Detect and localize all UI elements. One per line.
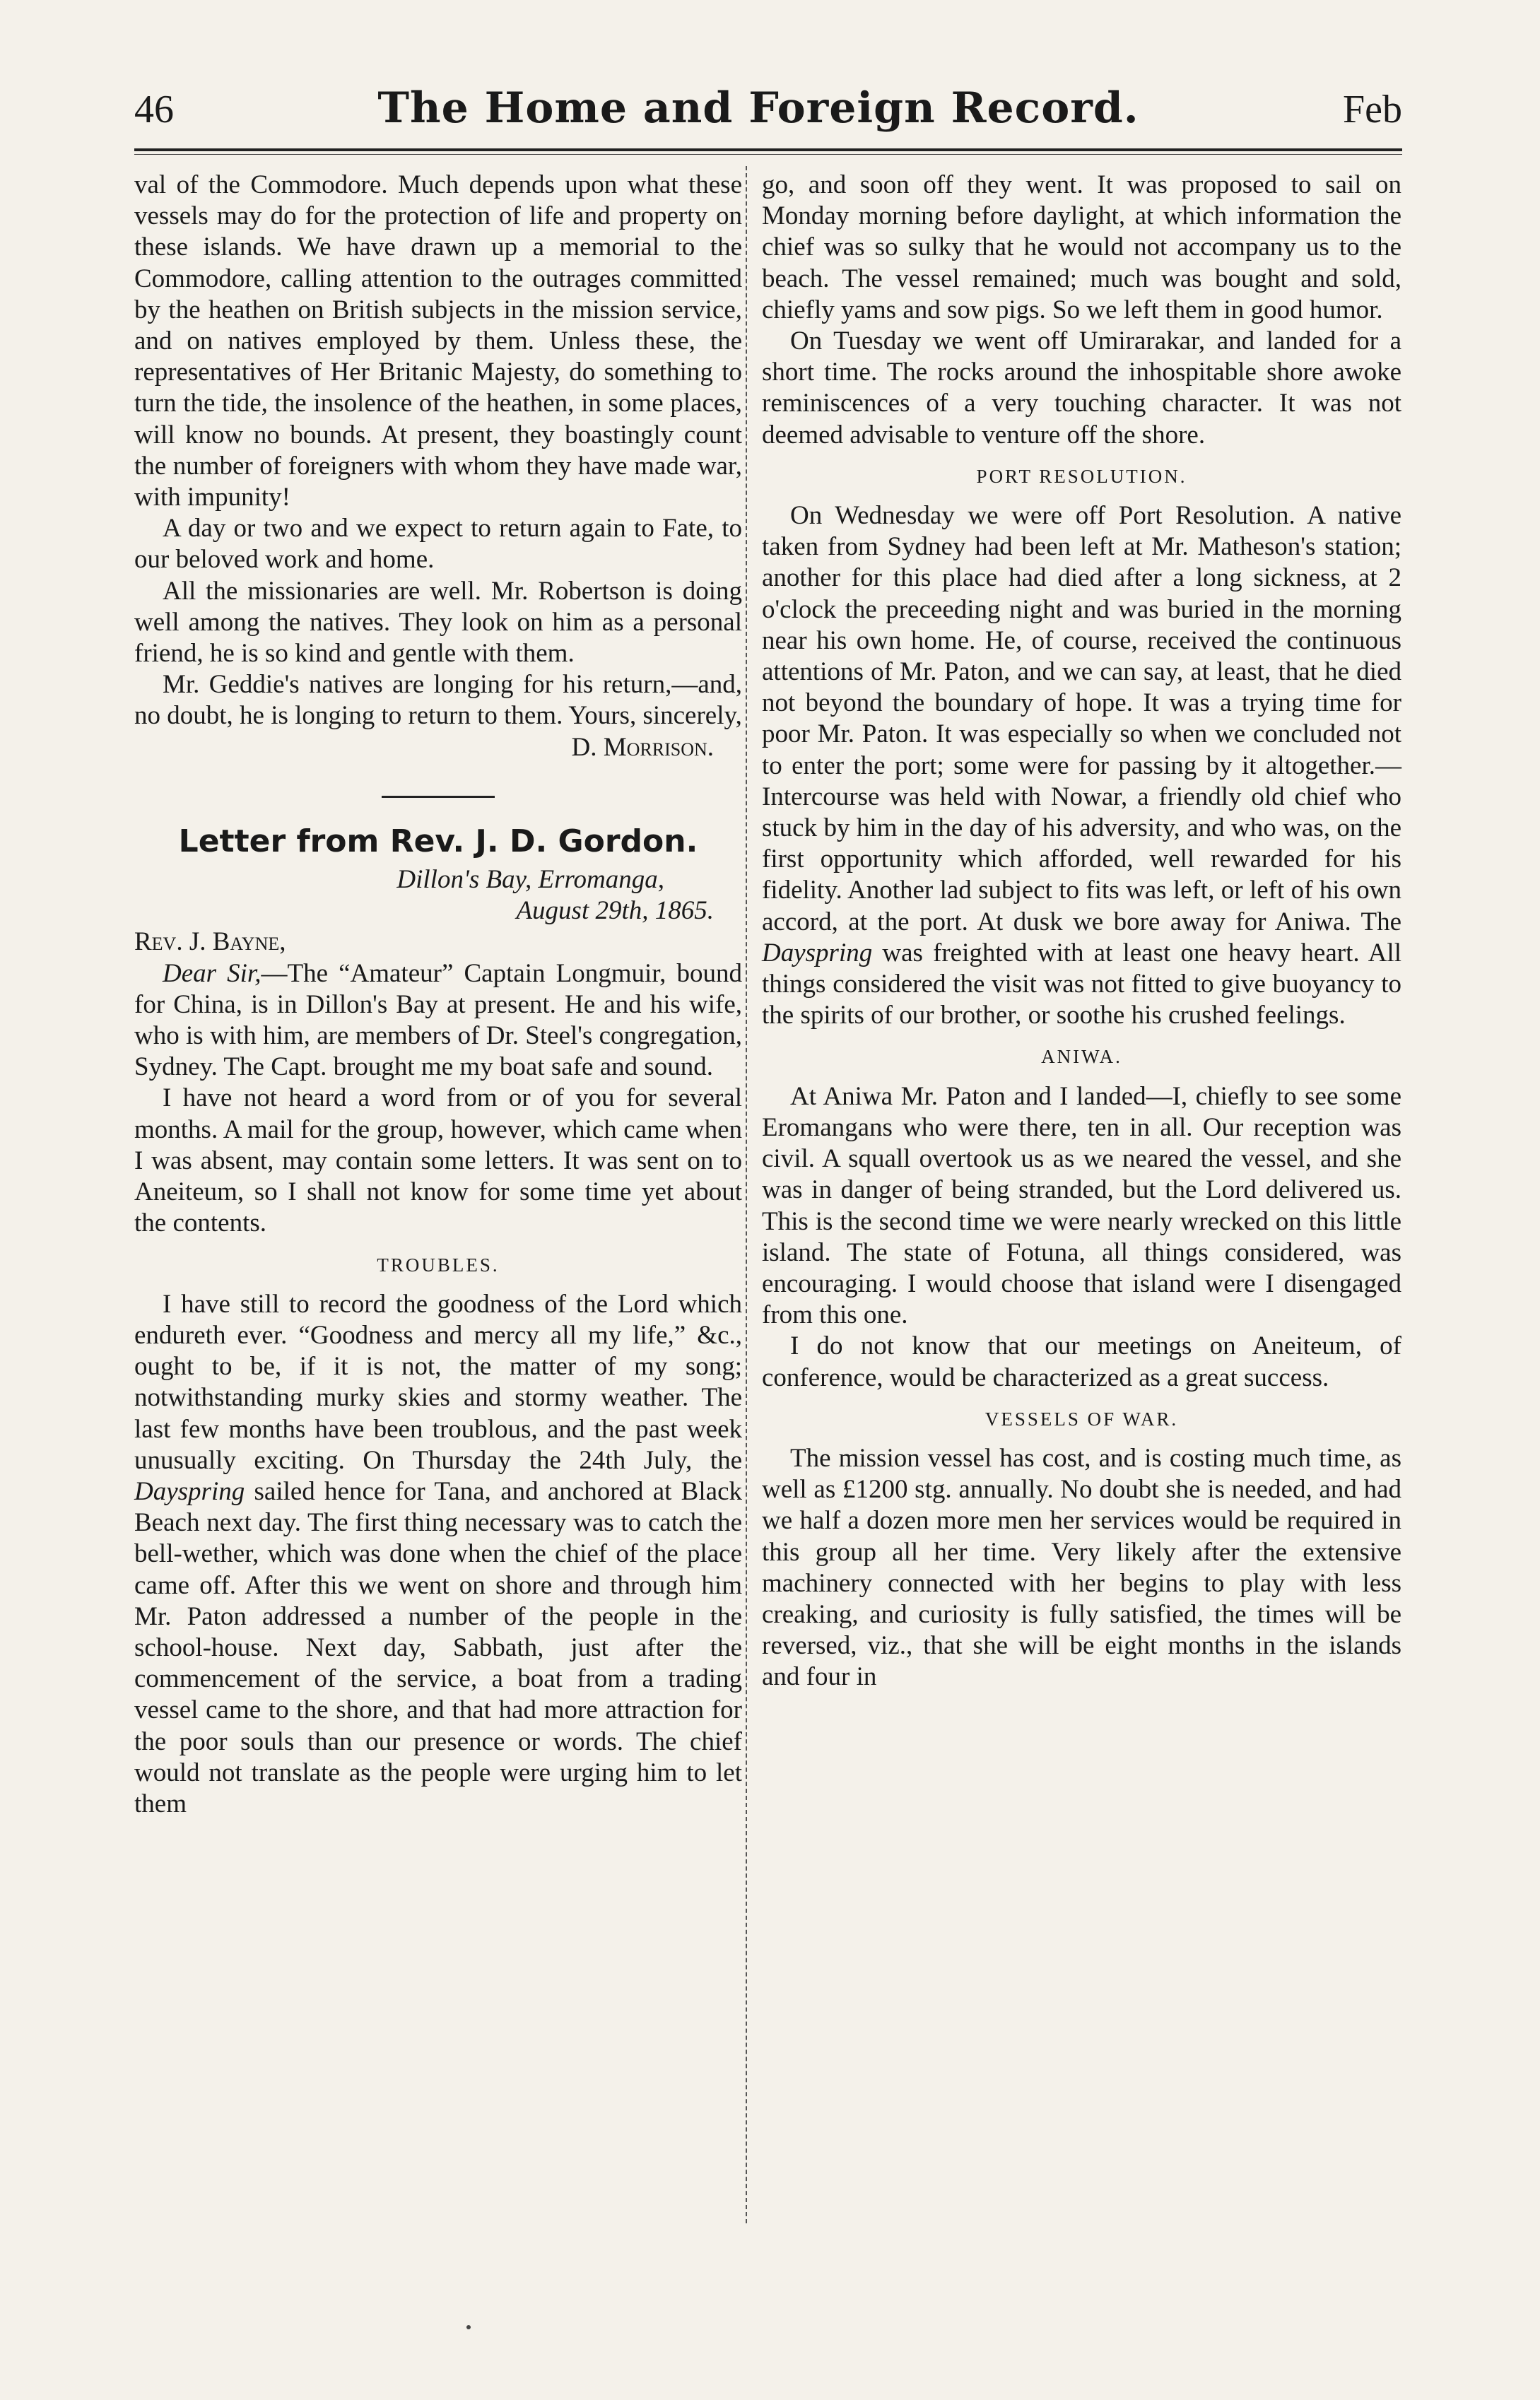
paragraph: I do not know that our meetings on Aneiteum, of conference, would be characterized as a great success. [762, 1331, 1401, 1392]
paragraph: A day or two and we expect to return again to Fate, to our beloved work and home. [134, 514, 742, 575]
header-month: Feb [1342, 88, 1402, 131]
paragraph: All the missionaries are well. Mr. Robertson is doing well among the natives. They look on him as a personal friend, he is so kind and gentle with them. [134, 576, 742, 669]
letter-title: Letter from Rev. J. D. Gordon. [178, 823, 698, 859]
paragraph-text: On Wednesday we were off Port Resolution. A native taken from Sydney had been left at Mr. Matheson's station; another for this place had died after a long sickness, at 2 o'clock the preceeding night and was buried in the morning near his own home. He, of course, received the continuous attentions of Mr. Paton, and we can say, at least, that he died not beyond the boundary of hope. It was a trying time for poor Mr. Paton. It was especially so when we concluded not to enter the port; some were for passing by it altogether.—Intercourse was held with Nowar, a friendly old chief who stuck by him in the day of his adversity, and who was, on the first opportunity which afforded, well rewarded for his fidelity. Another lad subject to fits was left, or left of his own accord, at the port. At dusk we bore away for Aniwa. The [762, 501, 1401, 936]
paragraph [134, 1289, 742, 1820]
paragraph: On Tuesday we went off Umirarakar, and landed for a short time. The rocks around the inhospitable shore awoke reminiscences of a very touching character. It was not deemed advisable to venture off the shore. [762, 327, 1401, 449]
paragraph: The mission vessel has cost, and is costing much time, as well as £1200 stg. annually. No doubt she is needed, and had we half a dozen more men her services would be required in this group all her time. Very likely after the extensive machinery connected with her begins to play with less creaking, and curiosity is fully satisfied, the times will be reversed, viz., that she will be eight months in the islands and four in [762, 1443, 1401, 1692]
paragraph: go, and soon off they went. It was proposed to sail on Monday morning before daylight, at which information the chief was so sulky that he would not accompany us to the beach. The vessel remained; much was bought and sold, chiefly yams and sow pigs. So we left them in good humor. [762, 170, 1401, 324]
paragraph-text: was freighted with at least one heavy heart. All things considered the visit was not fitted to give buoyancy to the spirits of our brother, or soothe his crushed feelings. [762, 938, 1401, 1030]
paragraph [762, 500, 1401, 1031]
section-heading: ANIWA. [1041, 1046, 1122, 1068]
header-rule-thin [134, 154, 1402, 155]
dateline-date: August 29th, 1865. [516, 896, 714, 926]
paragraph: At Aniwa Mr. Paton and I landed—I, chiefly to see some Eromangans who were there, ten in all. Our reception was civil. A squall overtook us as we neared the vessel, and she was in danger of being stranded, but the Lord delivered us. This is the second time we were nearly wrecked on this little island. The state of Fotuna, all things considered, was encouraging. I would choose that island were I disengaged from this one. [762, 1081, 1401, 1330]
dear-sir: Dear Sir, [163, 958, 261, 988]
section-divider [382, 796, 495, 798]
page-number: 46 [134, 88, 174, 131]
section-heading: VESSELS OF WAR. [984, 1408, 1179, 1430]
section-heading: PORT RESOLUTION. [976, 465, 1187, 487]
right-column [762, 170, 1401, 1693]
paragraph: I have not heard a word from or of you for several months. A mail for the group, however, which came when I was absent, may contain some letters. It was sent on to Aneiteum, so I shall not know for some time yet about the contents. [134, 1083, 742, 1238]
paragraph-text: I have still to record the goodness of the Lord which endureth ever. “Goodness and mercy all my life,” &c., ought to be, if it is not, the matter of my song; notwithstanding murky skies and stormy weather. The last few months have been troublous, and the past week unusually exciting. On Thursday the 24th July, the [134, 1289, 742, 1475]
paragraph-text: —The “Amateur” Captain Longmuir, bound for China, is in Dillon's Bay at present. He and his wife, who is with him, are members of Dr. Steel's congregation, Sydney. The Capt. brought me my boat safe and sound. [134, 958, 742, 1082]
print-speck [466, 2325, 471, 2329]
dateline-place: Dillon's Bay, Erromanga, [396, 865, 664, 895]
ship-name: Dayspring [762, 938, 873, 967]
page-header [134, 83, 1402, 147]
section-heading: TROUBLES. [377, 1254, 500, 1276]
paragraph: Mr. Geddie's natives are longing for his return,—and, no doubt, he is longing to return to them. Yours, sincerely, [134, 670, 742, 731]
ship-name: Dayspring [134, 1476, 245, 1506]
left-column [134, 170, 742, 1820]
publication-title: The Home and Foreign Record. [377, 83, 1139, 133]
paragraph-text: sailed hence for Tana, and anchored at Black Beach next day. The first thing necessary was to catch the bell-wether, which was done when the chief of the place came off. After this we went on shore and through him Mr. Paton addressed a number of the people in the school-house. Next day, Sabbath, just after the commencement of the service, a boat from a trading vessel came to the shore, and that had more attraction for the poor souls than our presence or words. The chief would not translate as the people were urging him to let them [134, 1476, 742, 1818]
signature: D. Morrison. [571, 732, 714, 762]
paragraph: val of the Commodore. Much depends upon what these vessels may do for the protection of life and property on these islands. We have drawn up a memorial to the Commodore, calling attention to the outrages committed by the heathen on British subjects in the mission service, and on natives employed by them. Unless these, the representatives of Her Britanic Majesty, do something to turn the tide, the insolence of the heathen, in some places, will know no bounds. At present, they boastingly count the number of foreigners with whom they have made war, with impunity! [134, 170, 742, 512]
header-rule [134, 148, 1402, 151]
column-divider [746, 166, 747, 2223]
paragraph [134, 958, 742, 1083]
salutation: Rev. J. Bayne, [134, 927, 286, 957]
